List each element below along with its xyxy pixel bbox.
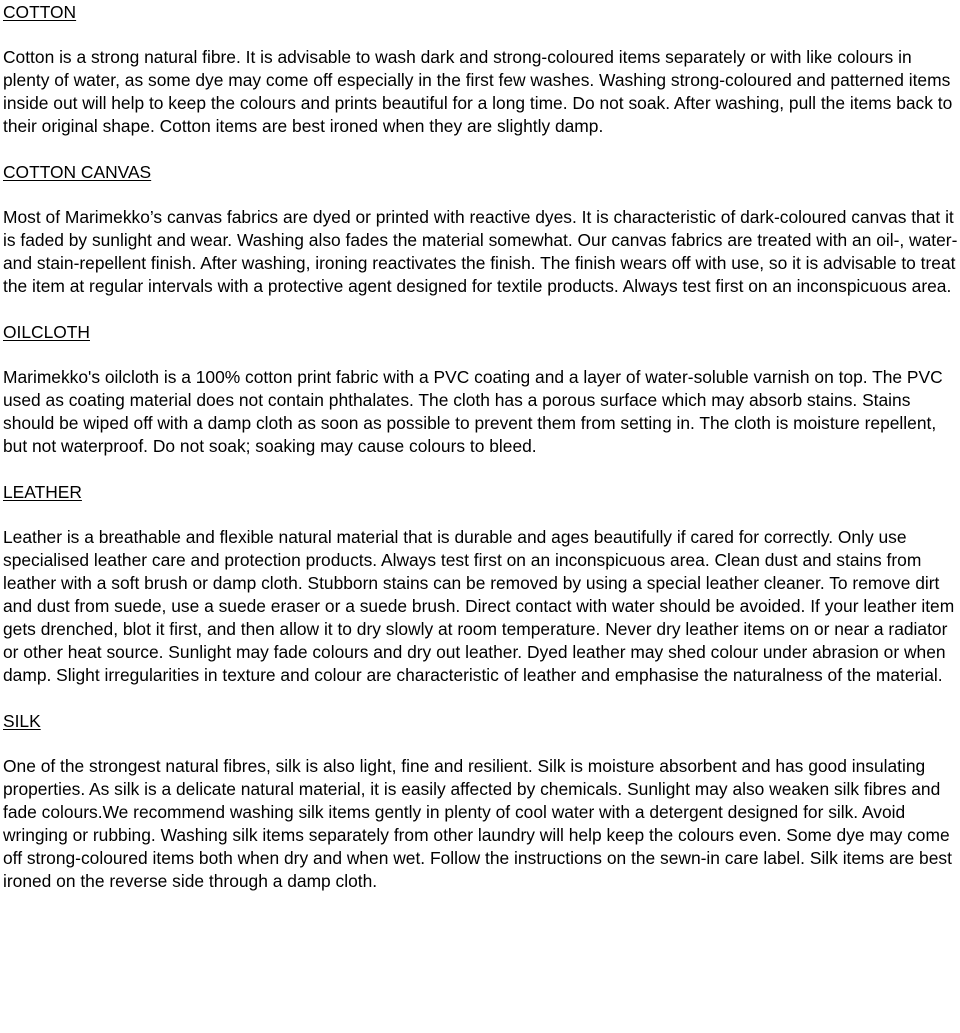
section-body: Most of Marimekko’s canvas fabrics are dyed or printed with reactive dyes. It is characteristic of dark-coloured canvas that it is faded by sunlight and wear. Washing also fades the material somewhat. Our canvas fabrics are treated with an oil-, water- and stain-repellent finish. After washing, ironing reactivates the finish. The finish wears off with use, so it is advisable to treat the item at regular intervals with a protective agent designed for textile products. Always test first on an inconspicuous area.	[3, 207, 958, 296]
section-heading: OILCLOTH	[3, 322, 90, 342]
section-silk	[3, 710, 960, 893]
section-body: Cotton is a strong natural fibre. It is advisable to wash dark and strong-coloured items separately or with like colours in plenty of water, as some dye may come off especially in the first few washes. Washing strong-coloured and patterned items inside out will help to keep the colours and prints beautiful for a long time. Do not soak. After washing, pull the items back to their original shape. Cotton items are best ironed when they are slightly damp.	[3, 47, 953, 136]
section-cotton-canvas	[3, 161, 960, 321]
section-body: One of the strongest natural fibres, silk is also light, fine and resilient. Silk is moisture absorbent and has good insulating properties. As silk is a delicate natural material, it is easily affected by chemicals. Sunlight may also weaken silk fibres and fade colours.We recommend washing silk items gently in plenty of cool water with a detergent designed for silk. Avoid wringing or rubbing. Washing silk items separately from other laundry will help keep the colours even. Some dye may come off strong-coloured items both when dry and when wet. Follow the instructions on the sewn-in care label. Silk items are best ironed on the reverse side through a damp cloth.	[3, 756, 952, 891]
section-body: Leather is a breathable and flexible natural material that is durable and ages beautifully if cared for correctly. Only use specialised leather care and protection products. Always test first on an inconspicuous area. Clean dust and stains from leather with a soft brush or damp cloth. Stubborn stains can be removed by using a special leather cleaner. To remove dirt and dust from suede, use a suede eraser or a suede brush. Direct contact with water should be avoided. If your leather item gets drenched, blot it first, and then allow it to dry slowly at room temperature. Never dry leather items on or near a radiator or other heat source. Sunlight may fade colours and dry out leather. Dyed leather may shed colour under abrasion or when damp. Slight irregularities in texture and colour are characteristic of leather and emphasise the naturalness of the material.	[3, 527, 955, 685]
section-heading: LEATHER	[3, 482, 82, 502]
section-leather	[3, 481, 960, 710]
section-heading: COTTON	[3, 2, 77, 22]
section-cotton	[3, 1, 960, 161]
section-oilcloth	[3, 321, 960, 481]
section-body: Marimekko's oilcloth is a 100% cotton print fabric with a PVC coating and a layer of water-soluble varnish on top. The PVC used as coating material does not contain phthalates. The cloth has a porous surface which may absorb stains. Stains should be wiped off with a damp cloth as soon as possible to prevent them from setting in. The cloth is moisture repellent, but not waterproof. Do not soak; soaking may cause colours to bleed.	[3, 367, 943, 456]
section-heading: COTTON CANVAS	[3, 162, 152, 182]
section-heading: SILK	[3, 711, 41, 731]
